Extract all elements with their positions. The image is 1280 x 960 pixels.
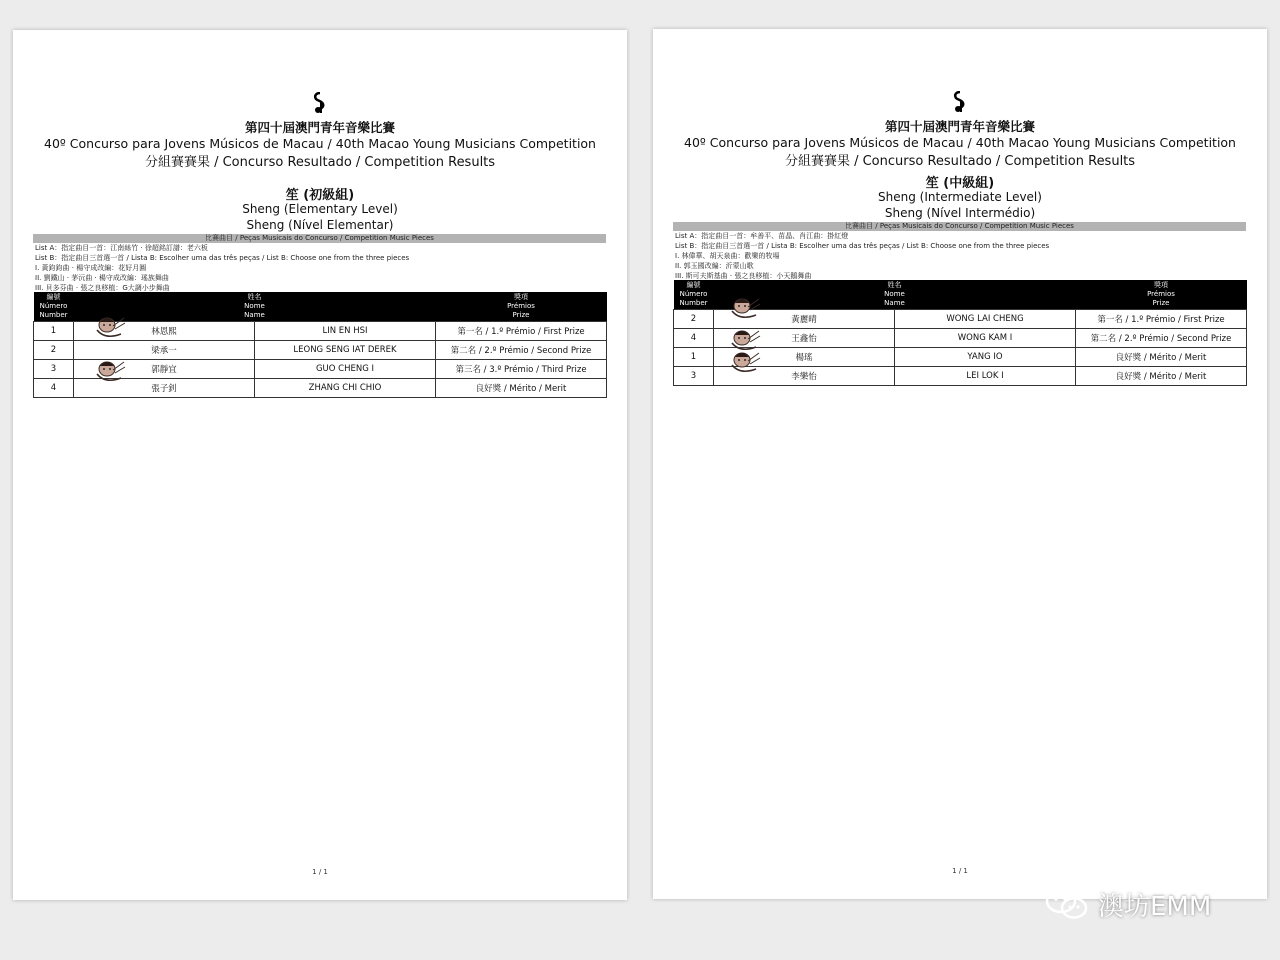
- cell-prize: 良好獎 / Mérito / Merit: [1076, 348, 1247, 367]
- cell-prize: 良好獎 / Mérito / Merit: [1076, 367, 1247, 386]
- musician-sketch-icon: [726, 295, 762, 323]
- piece-option-3: III. 斯可夫斯基曲 · 張之良移植：小天鵝舞曲: [675, 272, 812, 280]
- results-page-elementary: [13, 30, 627, 900]
- cell-name-en: LIN EN HSI: [255, 322, 436, 341]
- cell-name-zh: 郭靜宜: [74, 360, 255, 379]
- results-subtitle: 分組賽賽果 / Concurso Resultado / Competition Results: [784, 154, 1136, 169]
- cell-number: 1: [34, 322, 74, 341]
- col-number-header: [674, 280, 714, 310]
- cell-name-en: GUO CHENG I: [255, 360, 436, 379]
- cell-prize: 第三名 / 3.º Prémio / Third Prize: [436, 360, 607, 379]
- cell-prize: 良好獎 / Mérito / Merit: [436, 379, 607, 398]
- music-pieces-header: 比賽曲目 / Peças Musicais do Concurso / Competition Music Pieces: [33, 234, 606, 243]
- piece-list-b: List B：指定曲目三首選一首 / Lista B: Escolher uma das três peças / List B: Choose one from the three pieces: [675, 242, 1050, 250]
- competition-logo-icon: [952, 91, 968, 113]
- header-label: Prize: [1152, 299, 1170, 307]
- results-page-intermediate: [653, 29, 1267, 899]
- cell-name-en: WONG KAM I: [895, 329, 1076, 348]
- cell-number: 2: [674, 310, 714, 329]
- wechat-icon: [1044, 887, 1090, 921]
- watermark: [1044, 884, 1244, 924]
- cell-name-zh: 梁承一: [74, 341, 255, 360]
- piece-list-a: List A：指定曲目一首：牟善平、苗晶、肖江曲：掛紅燈: [675, 232, 849, 240]
- category-title-pt: Sheng (Nível Elementar): [246, 218, 394, 232]
- cell-name-en: YANG IO: [895, 348, 1076, 367]
- music-pieces-section: [33, 234, 606, 293]
- header-label: Number: [39, 311, 68, 319]
- cell-name-zh: 王鑫怡: [714, 329, 895, 348]
- cell-name-zh: 黃麗晴: [714, 310, 895, 329]
- piece-option-2: II. 劉鐵山 · 茅沅曲 · 楊守成改編：瑤族舞曲: [35, 274, 169, 282]
- cell-prize: 第一名 / 1.º Prémio / First Prize: [436, 322, 607, 341]
- cell-number: 3: [34, 360, 74, 379]
- header-label: 姓名: [887, 281, 902, 289]
- competition-title-pt-en: 40º Concurso para Jovens Músicos de Macau / 40th Macao Young Musicians Competition: [44, 136, 596, 151]
- cell-number: 2: [34, 341, 74, 360]
- category-title-en: Sheng (Elementary Level): [242, 202, 398, 216]
- watermark-text: 澳坊EMM: [1098, 891, 1212, 922]
- cell-prize: 第二名 / 2.º Prémio / Second Prize: [436, 341, 607, 360]
- header-label: Nome: [884, 290, 905, 298]
- table-row: [34, 341, 607, 360]
- cell-name-en: ZHANG CHI CHIO: [255, 379, 436, 398]
- music-pieces-section: [673, 222, 1246, 281]
- cell-name-zh: 李樂怡: [714, 367, 895, 386]
- cell-name-en: WONG LAI CHENG: [895, 310, 1076, 329]
- musician-sketch-icon: [91, 314, 127, 342]
- cell-number: 4: [674, 329, 714, 348]
- cell-name-zh: 楊瑤: [714, 348, 895, 367]
- piece-option-1: I. 黃鈞鈞曲 · 楊守成改編：花好月圓: [35, 264, 147, 272]
- category-title-en: Sheng (Intermediate Level): [878, 190, 1042, 204]
- piece-list-b: List B：指定曲目三首選一首 / Lista B: Escolher uma das três peças / List B: Choose one from the three pieces: [35, 254, 410, 262]
- header-label: 獎項: [514, 293, 528, 301]
- competition-logo-icon: [312, 92, 328, 114]
- col-number-header: [34, 292, 74, 322]
- cell-name-en: LEONG SENG IAT DEREK: [255, 341, 436, 360]
- cell-prize: 第二名 / 2.º Prémio / Second Prize: [1076, 329, 1247, 348]
- results-subtitle: 分組賽賽果 / Concurso Resultado / Competition Results: [144, 155, 496, 170]
- competition-title-zh: 第四十屆澳門青年音樂比賽: [244, 120, 395, 135]
- col-prize-header: [1076, 280, 1247, 310]
- musician-sketch-icon: [91, 358, 127, 386]
- header-label: 獎項: [1154, 281, 1168, 289]
- piece-option-2: II. 郭玉國改編：沂蒙山歌: [675, 262, 754, 270]
- piece-option-1: I. 林偉華、胡天泉曲：歡樂的牧場: [675, 252, 780, 260]
- col-name-header: [74, 292, 436, 322]
- page-number: 1 / 1: [952, 867, 968, 875]
- category-title-zh: 笙 (初級組): [285, 188, 355, 203]
- header-label: Name: [244, 311, 265, 319]
- header-label: Prize: [512, 311, 530, 319]
- cell-number: 3: [674, 367, 714, 386]
- category-title-zh: 笙 (中級組): [925, 176, 995, 191]
- col-name-header: [714, 280, 1076, 310]
- competition-title-zh: 第四十屆澳門青年音樂比賽: [884, 119, 1035, 134]
- cell-number: 1: [674, 348, 714, 367]
- header-label: Prémios: [1147, 290, 1175, 298]
- header-label: 編號: [686, 281, 701, 289]
- header-label: Prémios: [507, 302, 535, 310]
- cell-name-zh: 張子釗: [74, 379, 255, 398]
- col-prize-header: [436, 292, 607, 322]
- header-label: Número: [679, 290, 708, 298]
- cell-name-en: LEI LOK I: [895, 367, 1076, 386]
- header-label: Number: [679, 299, 708, 307]
- header-label: 編號: [46, 293, 61, 301]
- music-pieces-header: 比賽曲目 / Peças Musicais do Concurso / Competition Music Pieces: [673, 222, 1246, 231]
- musician-sketch-icon: [726, 349, 762, 377]
- piece-option-3: III. 貝多芬曲 · 張之良移植：G大調小步舞曲: [35, 284, 170, 292]
- header-label: 姓名: [247, 293, 262, 301]
- cell-name-zh: 林恩熙: [74, 322, 255, 341]
- piece-list-a: List A：指定曲目一首：江南絲竹 · 徐超銘訂譜：老六板: [35, 244, 208, 252]
- header-label: Name: [884, 299, 905, 307]
- cell-number: 4: [34, 379, 74, 398]
- page-number: 1 / 1: [312, 868, 328, 876]
- category-title-pt: Sheng (Nível Intermédio): [884, 206, 1036, 220]
- header-label: Nome: [244, 302, 265, 310]
- competition-title-pt-en: 40º Concurso para Jovens Músicos de Macau / 40th Macao Young Musicians Competition: [684, 135, 1236, 150]
- header-label: Número: [39, 302, 68, 310]
- cell-prize: 第一名 / 1.º Prémio / First Prize: [1076, 310, 1247, 329]
